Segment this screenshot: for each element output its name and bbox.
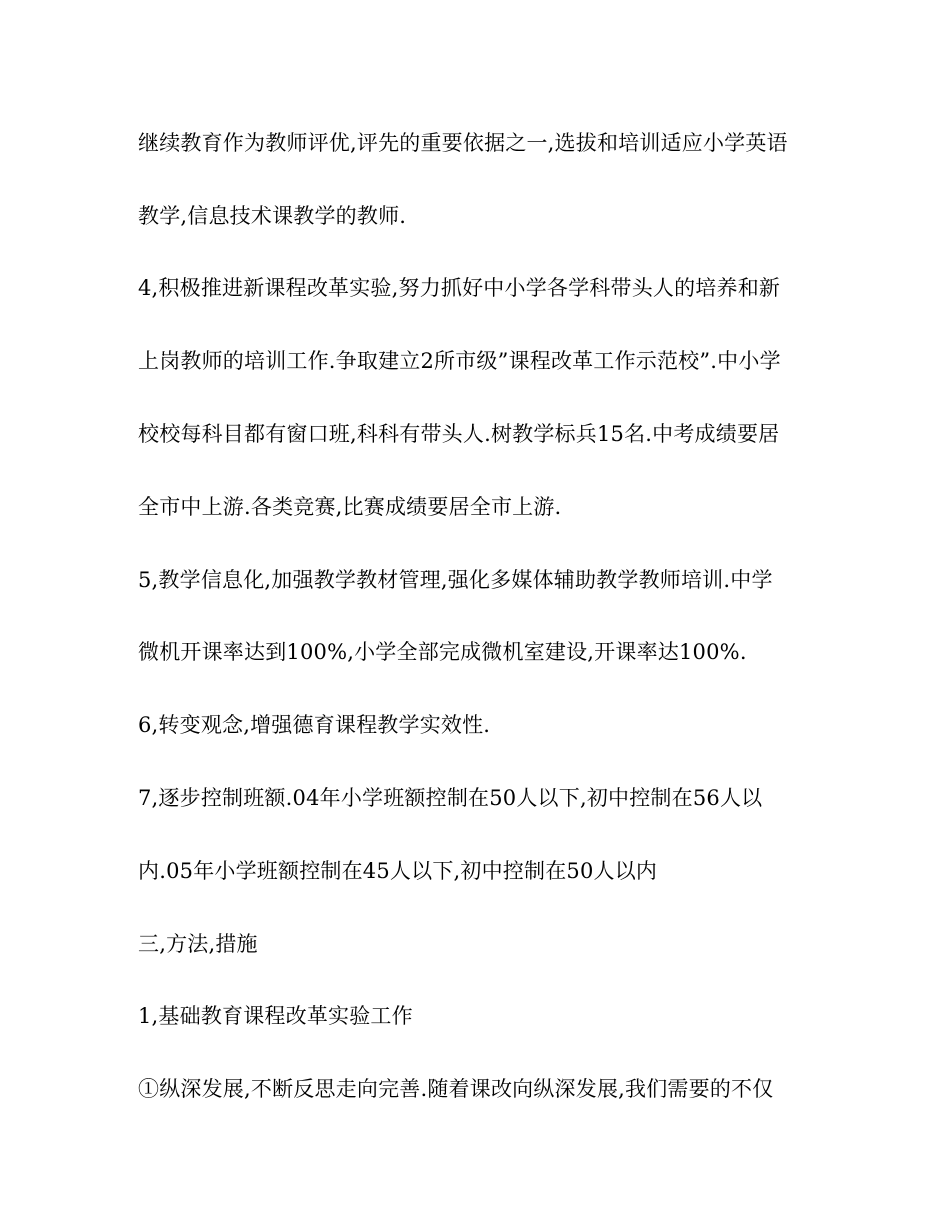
text-line: 4,积极推进新课程改革实验,努力抓好中小学各学科带头人的培养和新 <box>138 276 781 300</box>
section-heading: 三,方法,措施 <box>138 932 258 956</box>
text-line: 继续教育作为教师评优,评先的重要依据之一,选拔和培训适应小学英语 <box>138 131 788 155</box>
text-line: 7,逐步控制班额.04年小学班额控制在50人以下,初中控制在56人以 <box>138 786 763 810</box>
text-line: 内.05年小学班额控制在45人以下,初中控制在50人以内 <box>138 859 658 883</box>
text-line: 上岗教师的培训工作.争取建立2所市级”课程改革工作示范校”.中小学 <box>138 349 781 373</box>
text-line: 校校每科目都有窗口班,科科有带头人.树教学标兵15名.中考成绩要居 <box>138 422 780 446</box>
text-line: 全市中上游.各类竞赛,比赛成绩要居全市上游. <box>138 495 562 519</box>
text-line: 教学,信息技术课教学的教师. <box>138 204 407 228</box>
text-line: 5,教学信息化,加强教学教材管理,强化多媒体辅助教学教师培训.中学 <box>138 568 773 592</box>
text-line: 1,基础教育课程改革实验工作 <box>138 1004 413 1028</box>
text-line: 6,转变观念,增强德育课程教学实效性. <box>138 713 491 737</box>
text-line: ①纵深发展,不断反思走向完善.随着课改向纵深发展,我们需要的不仅 <box>138 1077 774 1101</box>
text-line: 微机开课率达到100%,小学全部完成微机室建设,开课率达100%. <box>138 640 747 664</box>
